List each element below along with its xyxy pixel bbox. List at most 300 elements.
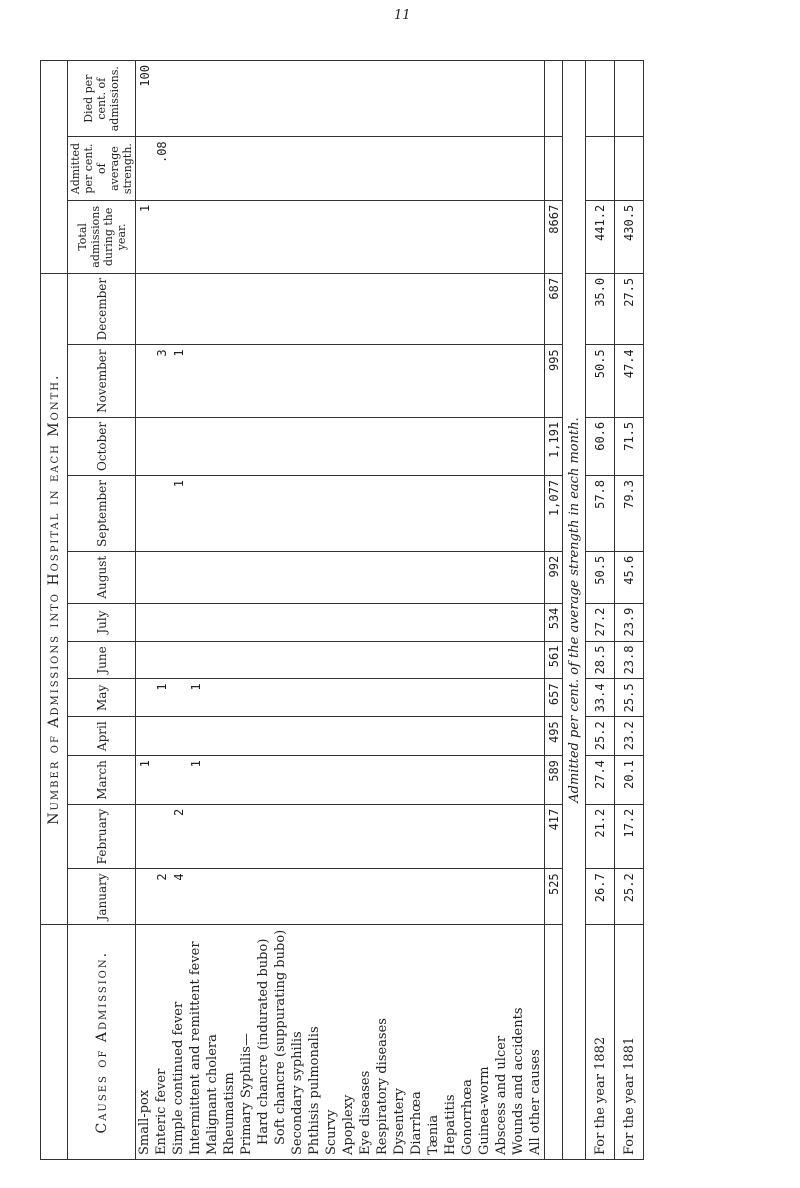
table-cell bbox=[323, 679, 340, 717]
table-cell bbox=[221, 61, 238, 137]
table-cell bbox=[238, 679, 255, 717]
table-cell bbox=[459, 804, 476, 869]
table-cell bbox=[476, 717, 493, 756]
table-cell bbox=[408, 551, 425, 603]
cause-label: Respiratory diseases bbox=[374, 925, 391, 1160]
month-header: March bbox=[68, 756, 136, 805]
year-cell: 26.7 bbox=[586, 869, 615, 925]
table-cell bbox=[204, 345, 221, 418]
table-cell bbox=[187, 717, 204, 756]
table-cell bbox=[510, 200, 527, 273]
table-cell bbox=[289, 641, 306, 679]
table-cell bbox=[374, 603, 391, 641]
table-cell bbox=[238, 61, 255, 137]
table-cell bbox=[391, 869, 408, 925]
total-cell: 534 bbox=[545, 603, 563, 641]
year-cell: 27.4 bbox=[586, 756, 615, 805]
table-cell bbox=[187, 869, 204, 925]
table-cell bbox=[272, 200, 289, 273]
table-cell bbox=[408, 61, 425, 137]
table-cell bbox=[493, 717, 510, 756]
table-cell bbox=[204, 61, 221, 137]
table-cell bbox=[306, 551, 323, 603]
table-cell bbox=[289, 679, 306, 717]
table-cell bbox=[391, 641, 408, 679]
year-cell bbox=[586, 61, 615, 137]
cause-label: Malignant cholera bbox=[204, 925, 221, 1160]
table-row bbox=[442, 61, 459, 1160]
table-cell bbox=[340, 475, 357, 551]
table-cell bbox=[170, 717, 187, 756]
cause-label: Small-pox bbox=[136, 925, 154, 1160]
table-cell bbox=[510, 756, 527, 805]
table-cell bbox=[153, 551, 170, 603]
table-cell bbox=[255, 603, 272, 641]
table-cell bbox=[340, 273, 357, 344]
table-cell bbox=[170, 137, 187, 201]
table-cell bbox=[374, 869, 391, 925]
table-cell bbox=[493, 869, 510, 925]
table-cell bbox=[374, 61, 391, 137]
table-cell bbox=[476, 417, 493, 475]
table-cell bbox=[255, 61, 272, 137]
table-cell bbox=[289, 61, 306, 137]
table-cell bbox=[238, 475, 255, 551]
table-cell bbox=[204, 804, 221, 869]
table-cell bbox=[510, 641, 527, 679]
table-cell bbox=[459, 679, 476, 717]
table-cell bbox=[425, 717, 442, 756]
table-row bbox=[527, 61, 545, 1160]
table-row bbox=[221, 61, 238, 1160]
table-cell bbox=[493, 551, 510, 603]
table-cell: 1 bbox=[136, 200, 154, 273]
table-cell bbox=[204, 200, 221, 273]
table-cell bbox=[323, 603, 340, 641]
table-cell bbox=[459, 551, 476, 603]
page-number: 11 bbox=[394, 8, 411, 23]
table-cell bbox=[374, 273, 391, 344]
table-cell bbox=[459, 641, 476, 679]
table-cell bbox=[204, 551, 221, 603]
table-cell bbox=[255, 475, 272, 551]
total-cell: 8667 bbox=[545, 200, 563, 273]
table-cell bbox=[340, 200, 357, 273]
table-cell bbox=[323, 717, 340, 756]
table-cell bbox=[357, 273, 374, 344]
table-cell bbox=[357, 756, 374, 805]
table-cell bbox=[255, 200, 272, 273]
table-cell bbox=[255, 679, 272, 717]
table-cell bbox=[272, 273, 289, 344]
year-cell: 28.5 bbox=[586, 641, 615, 679]
table-cell bbox=[272, 137, 289, 201]
table-cell bbox=[306, 717, 323, 756]
table-cell bbox=[221, 717, 238, 756]
table-cell bbox=[272, 717, 289, 756]
table-cell bbox=[493, 345, 510, 418]
year-cell: 50.5 bbox=[586, 345, 615, 418]
month-header: May bbox=[68, 679, 136, 717]
table-cell bbox=[408, 200, 425, 273]
table-cell bbox=[204, 756, 221, 805]
cause-label: Intermittent and remittent fever bbox=[187, 925, 204, 1160]
year-cell bbox=[615, 61, 644, 137]
table-cell bbox=[255, 641, 272, 679]
table-cell bbox=[357, 717, 374, 756]
table-cell bbox=[425, 475, 442, 551]
table-cell bbox=[510, 717, 527, 756]
table-cell bbox=[357, 804, 374, 869]
table-cell bbox=[323, 200, 340, 273]
cause-label: Guinea-worm bbox=[476, 925, 493, 1160]
table-cell bbox=[238, 641, 255, 679]
year-cell: 23.9 bbox=[615, 603, 644, 641]
month-header: July bbox=[68, 603, 136, 641]
table-cell bbox=[340, 756, 357, 805]
table-cell: 100 bbox=[136, 61, 154, 137]
cause-label: Diarrhœa bbox=[408, 925, 425, 1160]
table-cell bbox=[527, 273, 545, 344]
table-cell bbox=[391, 61, 408, 137]
table-cell bbox=[153, 804, 170, 869]
table-cell bbox=[459, 273, 476, 344]
year-cell: 71.5 bbox=[615, 417, 644, 475]
table-cell bbox=[170, 603, 187, 641]
table-cell bbox=[527, 641, 545, 679]
table-cell bbox=[527, 756, 545, 805]
table-cell bbox=[442, 869, 459, 925]
table-cell bbox=[442, 61, 459, 137]
table-cell bbox=[272, 551, 289, 603]
table-cell bbox=[187, 804, 204, 869]
table-cell bbox=[204, 417, 221, 475]
table-cell bbox=[391, 756, 408, 805]
table-cell bbox=[170, 756, 187, 805]
table-cell bbox=[289, 717, 306, 756]
table-cell bbox=[442, 804, 459, 869]
total-cell bbox=[545, 137, 563, 201]
table-row bbox=[408, 61, 425, 1160]
table-row bbox=[510, 61, 527, 1160]
table-row bbox=[425, 61, 442, 1160]
table-cell bbox=[408, 475, 425, 551]
table-cell bbox=[170, 551, 187, 603]
table-row bbox=[289, 61, 306, 1160]
table-cell bbox=[425, 869, 442, 925]
year-cell: 23.8 bbox=[615, 641, 644, 679]
table-cell bbox=[221, 804, 238, 869]
table-cell bbox=[476, 200, 493, 273]
total-cell: 589 bbox=[545, 756, 563, 805]
table-cell bbox=[527, 61, 545, 137]
table-cell bbox=[255, 345, 272, 418]
table-cell bbox=[306, 804, 323, 869]
table-cell bbox=[527, 200, 545, 273]
year-cell: 25.2 bbox=[615, 869, 644, 925]
table-cell bbox=[476, 603, 493, 641]
table-cell bbox=[272, 869, 289, 925]
blank-header-cell bbox=[41, 925, 68, 1160]
table-cell bbox=[187, 61, 204, 137]
table-cell bbox=[442, 679, 459, 717]
table-cell: .08 bbox=[153, 137, 170, 201]
table-cell bbox=[187, 273, 204, 344]
table-cell bbox=[425, 137, 442, 201]
year-cell: 45.6 bbox=[615, 551, 644, 603]
table-cell bbox=[170, 641, 187, 679]
table-cell bbox=[306, 603, 323, 641]
table-cell: 1 bbox=[136, 756, 154, 805]
total-cell bbox=[545, 61, 563, 137]
cause-label: Primary Syphilis— bbox=[238, 925, 255, 1160]
cause-label: Dysentery bbox=[391, 925, 408, 1160]
table-cell bbox=[527, 603, 545, 641]
table-cell bbox=[476, 551, 493, 603]
table-cell bbox=[459, 869, 476, 925]
table-cell bbox=[493, 61, 510, 137]
year-cell: 60.6 bbox=[586, 417, 615, 475]
table-cell bbox=[476, 137, 493, 201]
table-cell bbox=[289, 200, 306, 273]
table-cell bbox=[476, 869, 493, 925]
total-cell: 995 bbox=[545, 345, 563, 418]
table-cell bbox=[493, 603, 510, 641]
month-header: June bbox=[68, 641, 136, 679]
table-cell bbox=[255, 551, 272, 603]
table-cell bbox=[289, 603, 306, 641]
table-cell bbox=[238, 200, 255, 273]
table-cell bbox=[136, 551, 154, 603]
year-cell: 17.2 bbox=[615, 804, 644, 869]
table-cell bbox=[527, 345, 545, 418]
table-cell bbox=[357, 137, 374, 201]
table-cell bbox=[136, 417, 154, 475]
table-cell bbox=[408, 137, 425, 201]
table-cell: 1 bbox=[187, 679, 204, 717]
total-cell: 495 bbox=[545, 717, 563, 756]
table-cell bbox=[187, 603, 204, 641]
table-row bbox=[272, 61, 289, 1160]
table-cell bbox=[391, 679, 408, 717]
table-cell bbox=[374, 641, 391, 679]
table-cell: 4 bbox=[170, 869, 187, 925]
table-cell bbox=[340, 345, 357, 418]
table-cell bbox=[323, 417, 340, 475]
table-cell bbox=[425, 641, 442, 679]
table-cell bbox=[425, 679, 442, 717]
year-cell: 47.4 bbox=[615, 345, 644, 418]
table-cell bbox=[442, 756, 459, 805]
table-cell bbox=[527, 551, 545, 603]
totals-label bbox=[545, 925, 563, 1160]
table-cell bbox=[510, 551, 527, 603]
year-cell: 25.2 bbox=[586, 717, 615, 756]
table-cell bbox=[340, 417, 357, 475]
table-cell bbox=[442, 475, 459, 551]
table-cell bbox=[408, 641, 425, 679]
table-cell bbox=[408, 273, 425, 344]
table-cell bbox=[510, 61, 527, 137]
table-cell bbox=[221, 756, 238, 805]
year-cell: 21.2 bbox=[586, 804, 615, 869]
table-cell bbox=[391, 200, 408, 273]
total-cell: 1,077 bbox=[545, 475, 563, 551]
year-row bbox=[586, 61, 615, 1160]
table-cell bbox=[391, 273, 408, 344]
table-cell bbox=[323, 137, 340, 201]
table-cell bbox=[391, 417, 408, 475]
table-cell bbox=[255, 137, 272, 201]
total-cell: 1,191 bbox=[545, 417, 563, 475]
table-cell bbox=[510, 137, 527, 201]
table-cell bbox=[391, 603, 408, 641]
table-cell bbox=[476, 756, 493, 805]
cause-label: Enteric fever bbox=[153, 925, 170, 1160]
table-cell bbox=[306, 756, 323, 805]
table-row bbox=[153, 61, 170, 1160]
table-cell bbox=[476, 641, 493, 679]
table-cell bbox=[170, 679, 187, 717]
year-cell bbox=[586, 137, 615, 201]
total-cell: 525 bbox=[545, 869, 563, 925]
year-cell: 50.5 bbox=[586, 551, 615, 603]
table-cell bbox=[374, 717, 391, 756]
table-cell bbox=[136, 603, 154, 641]
table-cell bbox=[425, 200, 442, 273]
table-row bbox=[204, 61, 221, 1160]
year-row bbox=[615, 61, 644, 1160]
table-cell bbox=[289, 756, 306, 805]
table-cell bbox=[221, 345, 238, 418]
table-cell bbox=[306, 475, 323, 551]
table-cell bbox=[170, 273, 187, 344]
table-cell: 2 bbox=[170, 804, 187, 869]
table-cell bbox=[493, 200, 510, 273]
table-cell bbox=[187, 137, 204, 201]
table-cell bbox=[187, 200, 204, 273]
table-cell bbox=[425, 61, 442, 137]
table-cell bbox=[476, 345, 493, 418]
cause-label: Tænia bbox=[425, 925, 442, 1160]
table-cell bbox=[289, 551, 306, 603]
table-cell bbox=[442, 200, 459, 273]
table-cell bbox=[408, 679, 425, 717]
table-cell bbox=[408, 345, 425, 418]
table-cell bbox=[493, 804, 510, 869]
year-cell: 441.2 bbox=[586, 200, 615, 273]
died-header: Died per cent. of admissions. bbox=[68, 61, 136, 137]
table-cell bbox=[153, 417, 170, 475]
table-cell bbox=[170, 61, 187, 137]
table-cell bbox=[425, 345, 442, 418]
table-cell bbox=[340, 61, 357, 137]
year-cell: 79.3 bbox=[615, 475, 644, 551]
table-cell bbox=[238, 417, 255, 475]
table-cell bbox=[238, 717, 255, 756]
table-cell bbox=[323, 551, 340, 603]
table-cell bbox=[204, 475, 221, 551]
table-cell bbox=[136, 804, 154, 869]
table-cell bbox=[255, 869, 272, 925]
table-cell bbox=[510, 679, 527, 717]
table-cell bbox=[306, 679, 323, 717]
table-cell bbox=[204, 137, 221, 201]
month-header: September bbox=[68, 475, 136, 551]
cause-header: Causes of Admission. bbox=[68, 925, 136, 1160]
table-cell bbox=[221, 679, 238, 717]
table-cell bbox=[527, 417, 545, 475]
admissions-table-wrapper bbox=[40, 60, 760, 1160]
table-cell bbox=[493, 679, 510, 717]
table-cell bbox=[255, 717, 272, 756]
blank-header-cell bbox=[41, 61, 68, 274]
table-cell bbox=[153, 717, 170, 756]
table-cell bbox=[374, 345, 391, 418]
table-cell bbox=[204, 603, 221, 641]
table-body bbox=[136, 61, 644, 1160]
table-cell bbox=[306, 641, 323, 679]
table-cell bbox=[187, 551, 204, 603]
table-row bbox=[459, 61, 476, 1160]
table-row bbox=[340, 61, 357, 1160]
table-title: Number of Admissions into Hospital in each Month. bbox=[41, 273, 68, 925]
group-label-row bbox=[238, 61, 255, 1160]
table-cell bbox=[238, 137, 255, 201]
table-cell: 1 bbox=[187, 756, 204, 805]
table-cell bbox=[476, 804, 493, 869]
table-cell bbox=[340, 869, 357, 925]
table-cell bbox=[136, 869, 154, 925]
table-cell bbox=[153, 273, 170, 344]
total-cell: 992 bbox=[545, 551, 563, 603]
table-cell bbox=[221, 417, 238, 475]
table-cell bbox=[391, 345, 408, 418]
table-cell bbox=[374, 137, 391, 201]
table-cell bbox=[442, 551, 459, 603]
cause-label: Rheumatism bbox=[221, 925, 238, 1160]
table-cell bbox=[408, 869, 425, 925]
cause-label: Abscess and ulcer bbox=[493, 925, 510, 1160]
cause-label: Secondary syphilis bbox=[289, 925, 306, 1160]
table-cell bbox=[527, 804, 545, 869]
table-row bbox=[255, 61, 272, 1160]
table-cell bbox=[493, 137, 510, 201]
month-header: October bbox=[68, 417, 136, 475]
year-cell: 35.0 bbox=[586, 273, 615, 344]
cause-label: Eye diseases bbox=[357, 925, 374, 1160]
total-cell: 561 bbox=[545, 641, 563, 679]
admissions-table bbox=[40, 60, 644, 1160]
table-cell bbox=[170, 200, 187, 273]
total-header: Total admissions during the year. bbox=[68, 200, 136, 273]
table-cell bbox=[221, 273, 238, 344]
table-cell: 3 bbox=[153, 345, 170, 418]
table-cell bbox=[204, 869, 221, 925]
table-cell bbox=[221, 869, 238, 925]
table-cell bbox=[374, 804, 391, 869]
table-cell bbox=[153, 641, 170, 679]
table-cell bbox=[289, 869, 306, 925]
table-cell bbox=[459, 137, 476, 201]
table-cell bbox=[340, 641, 357, 679]
table-cell bbox=[340, 603, 357, 641]
month-header: April bbox=[68, 717, 136, 756]
table-cell bbox=[442, 273, 459, 344]
table-cell bbox=[221, 641, 238, 679]
table-cell bbox=[357, 200, 374, 273]
table-cell bbox=[272, 417, 289, 475]
